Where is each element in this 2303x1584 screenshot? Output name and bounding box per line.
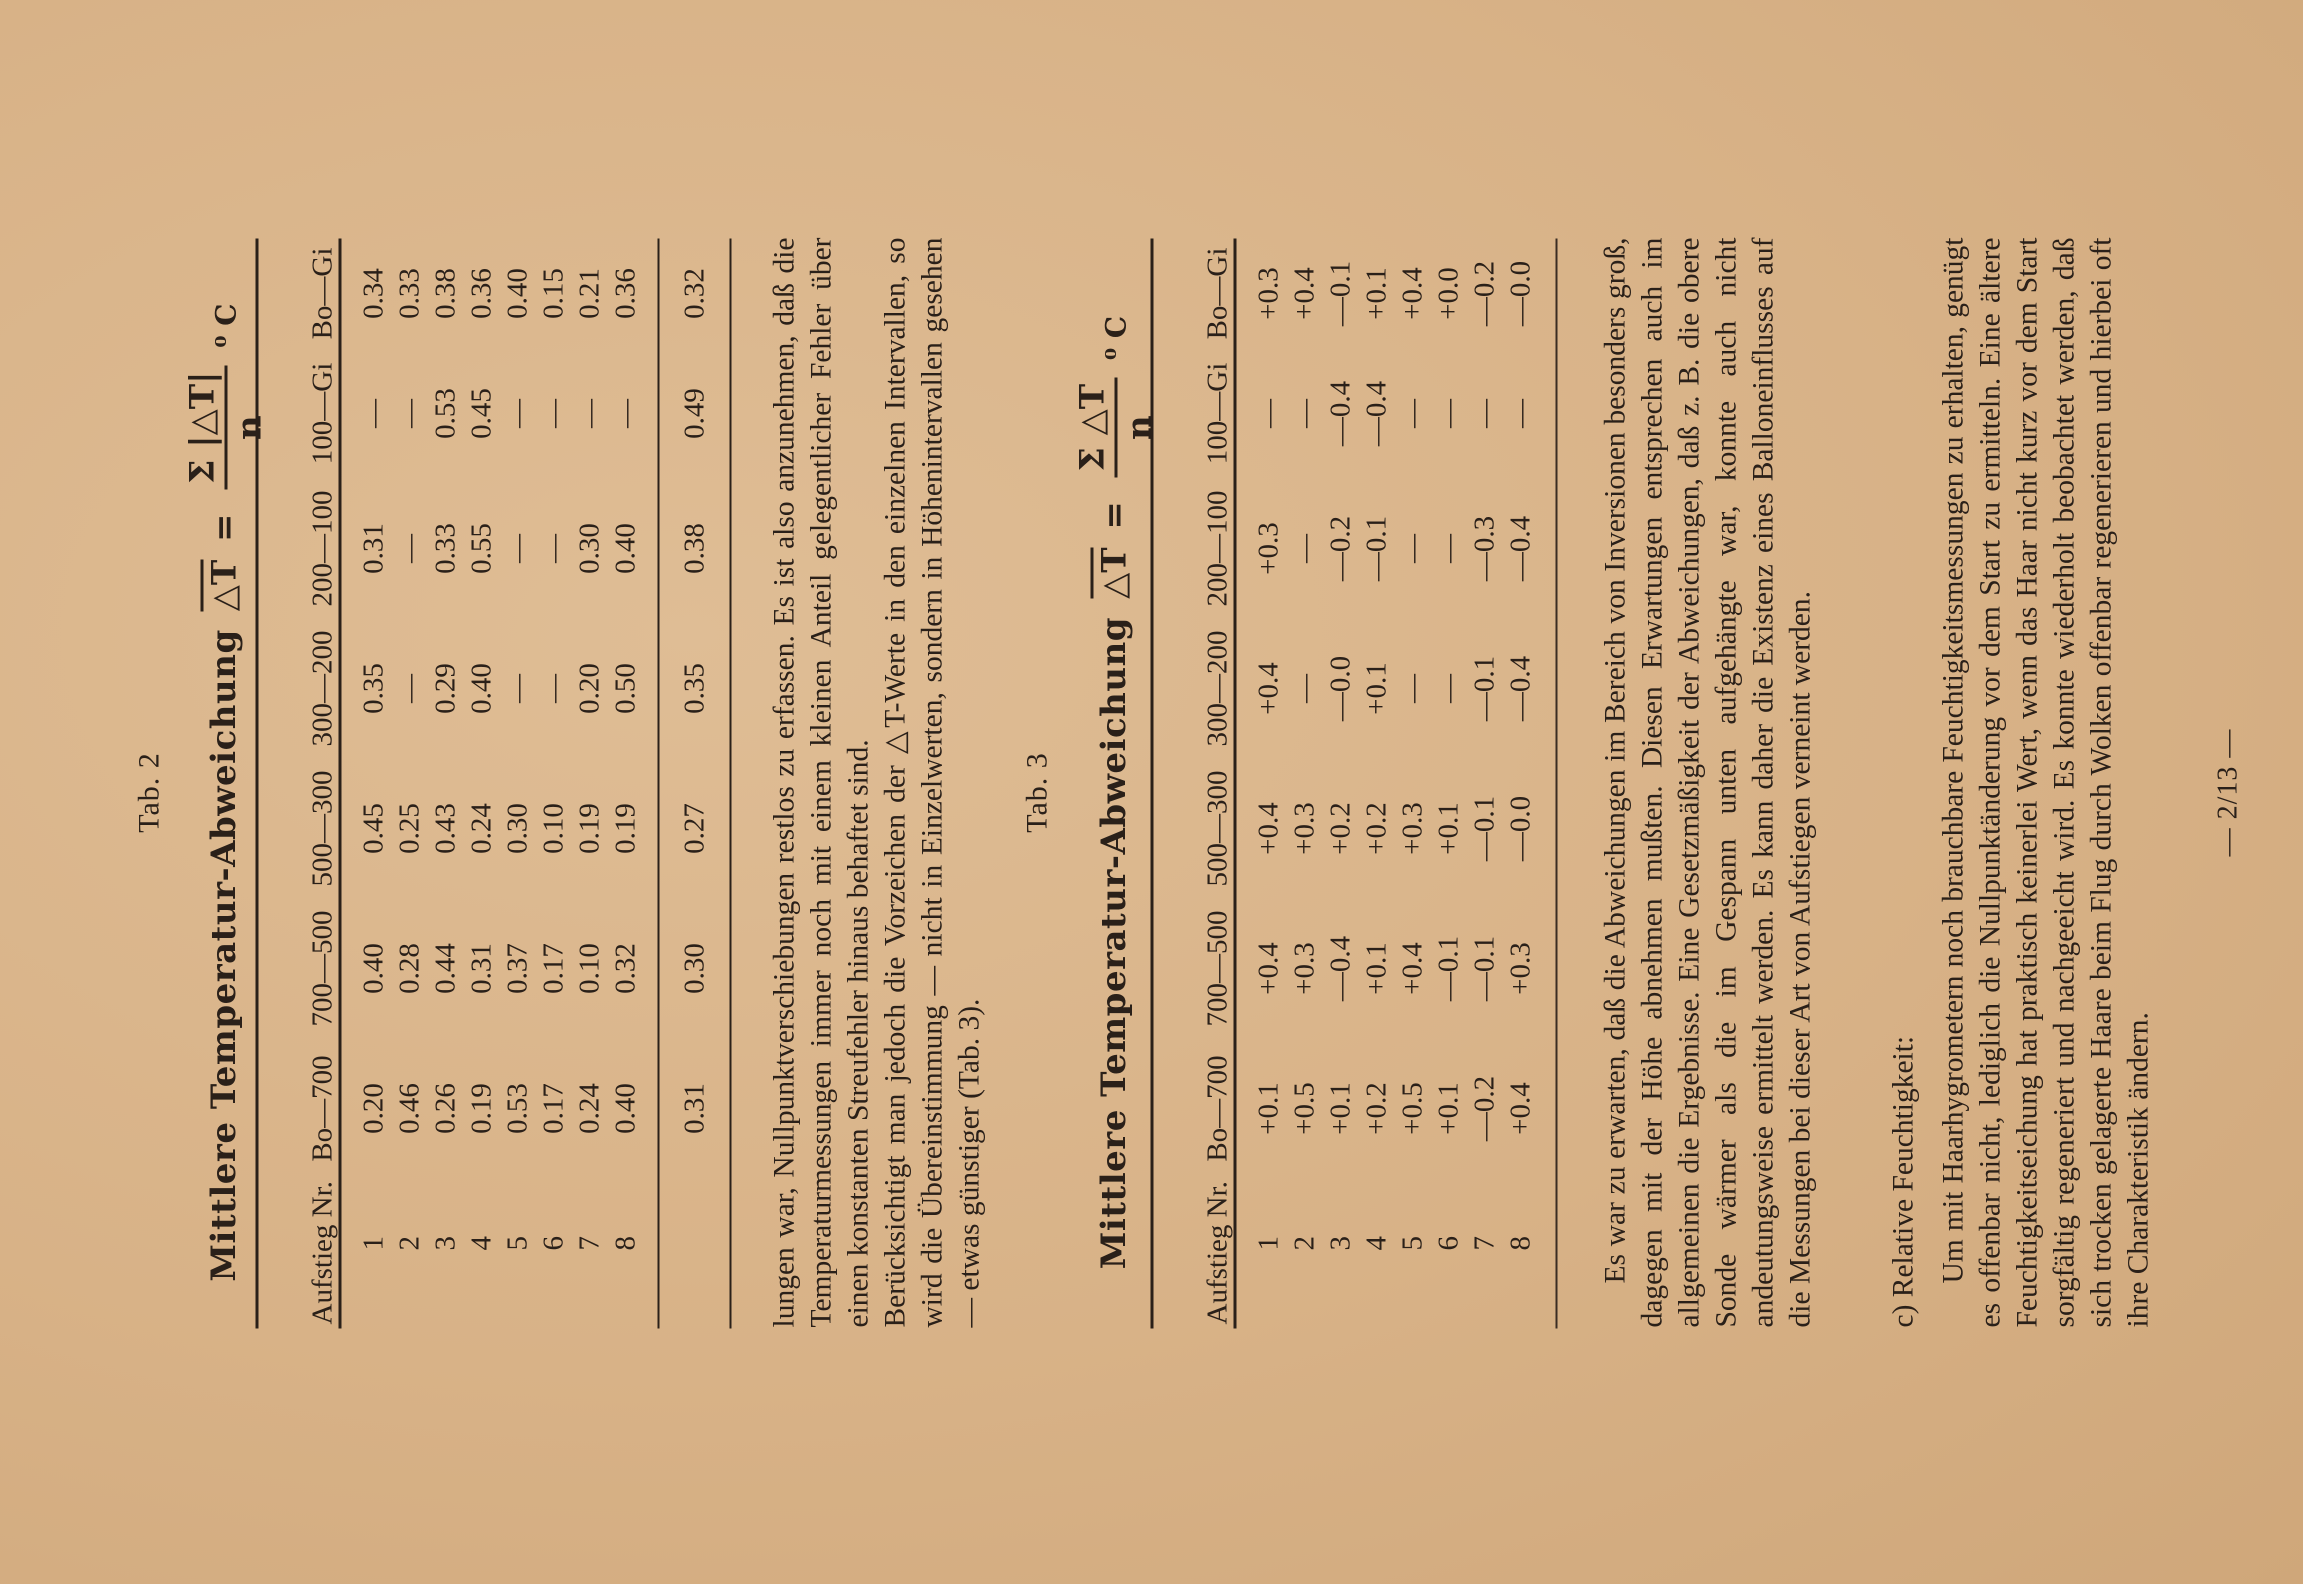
table-cell: — (1431, 533, 1464, 563)
table-row (1358, 238, 1394, 1328)
tab2-header-row (257, 238, 340, 1328)
table-row (427, 238, 463, 1328)
table-cell: +0.5 (1287, 1081, 1320, 1135)
table-cell: +0.4 (1287, 266, 1320, 320)
table-cell: +0.4 (1251, 661, 1284, 715)
table-row (1250, 238, 1286, 1328)
tab2-title: Mittlere Temperatur-Abweichung (203, 628, 244, 1282)
row-number: 8 (608, 1235, 641, 1250)
table-cell: +0.3 (1503, 941, 1536, 995)
table-cell: —0.1 (1467, 935, 1500, 1001)
row-number: 6 (536, 1235, 569, 1250)
row-number: 8 (1503, 1235, 1536, 1250)
table-cell: — (1251, 398, 1284, 428)
table-cell: 0.44 (428, 942, 461, 994)
summary-cell: 0.35 (658, 618, 730, 758)
table-cell: — (1287, 673, 1320, 703)
tab3-header-cell: 500—300 (1152, 758, 1235, 898)
table-cell: — (500, 398, 533, 428)
table-cell: —0.2 (1467, 260, 1500, 326)
table-cell: +0.5 (1395, 1081, 1428, 1135)
row-number: 4 (464, 1235, 497, 1250)
table-cell: —0.4 (1359, 380, 1392, 446)
paragraph-1 (766, 237, 988, 1327)
paragraph-3: Um mit Haarhygrometern noch brauchbare Feuchtigkeitsmessungen zu erhalten, genügt es offenbar nicht, lediglich die Nullpunktänderung vor dem Start zu ermitteln. Eine ältere Feuchtigkeitseichung hat praktisch keinerlei Wert, wenn das Haar nicht kurz vor dem Start sorgfältig regeneriert und nachgeeicht wird. Es konnte wiederholt beobachtet werden, daß sich trocken gelagerte Haare beim Flug durch Wolken offenbar regenerieren und hierbei oft ihre Charakteristik ändern. (1937, 237, 2154, 1327)
table-cell: 0.20 (572, 662, 605, 714)
table-cell: 0.33 (428, 522, 461, 574)
table-cell: 0.34 (356, 267, 389, 319)
table-row (1394, 238, 1430, 1328)
summary-cell (658, 1178, 730, 1328)
table-cell: 0.10 (536, 802, 569, 854)
table-cell: — (356, 398, 389, 428)
tab3-formula-eq: = (1093, 500, 1134, 530)
table-cell: 0.19 (572, 802, 605, 854)
table-row (463, 238, 499, 1328)
table-cell: +0.3 (1251, 521, 1284, 575)
table-cell: — (1395, 673, 1428, 703)
table-cell: —0.4 (1503, 655, 1536, 721)
tab2-formula-denominator: n (229, 414, 269, 440)
table-cell: 0.24 (572, 1082, 605, 1134)
table-cell: 0.53 (428, 387, 461, 439)
table-row (499, 238, 535, 1328)
tab3-title: Mittlere Temperatur-Abweichung (1093, 616, 1134, 1269)
table-cell: 0.40 (356, 942, 389, 994)
tab2-spacer-row (340, 238, 356, 1328)
table-cell: —0.2 (1467, 1075, 1500, 1141)
tab2-header-cell: 700—500 (257, 898, 340, 1038)
table-row (391, 238, 427, 1328)
table-cell: —0.1 (1359, 515, 1392, 581)
tab3-header-cell: 700—500 (1152, 898, 1235, 1038)
table-cell: +0.2 (1359, 1081, 1392, 1135)
summary-cell: 0.38 (658, 478, 730, 618)
tab3-formula-fraction (1072, 377, 1159, 476)
table-cell: — (608, 398, 641, 428)
table-cell: 0.53 (500, 1082, 533, 1134)
row-number: 5 (1395, 1235, 1428, 1250)
table-cell: +0.0 (1431, 266, 1464, 320)
tab2-header-cell: 500—300 (257, 758, 340, 898)
table-cell: 0.20 (356, 1082, 389, 1134)
paragraph-1a: lungen war, Nullpunktverschiebungen restlos zu erfassen. Es ist also anzunehmen, daß die Temperaturmessungen immer noch mit einem kleinen Anteil gelegentlicher Fehler über einen konstanten Streufehler hinaus behaftet sind. (768, 237, 874, 1327)
tab3-header-row (1152, 238, 1235, 1328)
table-row (607, 238, 643, 1328)
table-cell: 0.30 (572, 522, 605, 574)
tab3-formula-lhs: △T (1090, 547, 1134, 598)
table-cell: 0.19 (464, 1082, 497, 1134)
table-cell: — (536, 398, 569, 428)
tab3-header-cell: 100—Gi (1152, 348, 1235, 478)
tab3-caption: Tab. 3 (1020, 751, 1053, 833)
tab3-bottom-rule (1555, 238, 1557, 1328)
table-cell: — (536, 673, 569, 703)
table-cell: 0.40 (464, 662, 497, 714)
table-cell: 0.29 (428, 662, 461, 714)
tab3-header-cell: 200—100 (1152, 478, 1235, 618)
table-cell: +0.4 (1251, 941, 1284, 995)
table-row (1430, 238, 1466, 1328)
table-cell: +0.1 (1431, 1081, 1464, 1135)
tab2-table (255, 238, 731, 1328)
table-cell: —0.4 (1323, 935, 1356, 1001)
table-row (355, 238, 391, 1328)
tab3-header-cell: Bo—700 (1152, 1038, 1235, 1178)
row-number: 7 (1467, 1235, 1500, 1250)
row-number: 1 (356, 1235, 389, 1250)
table-cell: —0.2 (1323, 515, 1356, 581)
table-cell: — (1395, 398, 1428, 428)
table-cell: +0.1 (1359, 661, 1392, 715)
table-cell: — (1431, 673, 1464, 703)
table-cell: 0.50 (608, 662, 641, 714)
table-cell: +0.3 (1287, 941, 1320, 995)
table-cell: — (1467, 398, 1500, 428)
table-cell: 0.17 (536, 942, 569, 994)
row-number: 6 (1431, 1235, 1464, 1250)
table-cell: — (500, 673, 533, 703)
tab2-formula-numerator: Σ |△T| (182, 365, 227, 489)
row-number: 1 (1251, 1235, 1284, 1250)
table-cell: 0.25 (392, 802, 425, 854)
table-cell: —0.4 (1503, 515, 1536, 581)
table-cell: 0.36 (608, 267, 641, 319)
table-row (1466, 238, 1502, 1328)
table-cell: 0.21 (572, 267, 605, 319)
table-cell: +0.4 (1503, 1081, 1536, 1135)
table-cell: 0.15 (536, 267, 569, 319)
summary-cell: 0.49 (658, 348, 730, 478)
table-cell: —0.1 (1467, 655, 1500, 721)
table-cell: +0.3 (1395, 801, 1428, 855)
table-cell: — (572, 398, 605, 428)
tab2-bottom-rule-row (730, 238, 731, 1328)
tab2-caption: Tab. 2 (132, 751, 165, 833)
tab2-header-cell: Aufstieg Nr. (257, 1178, 340, 1328)
tab2-formula-lhs: △T (200, 559, 244, 610)
table-cell: — (1287, 398, 1320, 428)
summary-cell: 0.27 (658, 758, 730, 898)
table-cell: —0.3 (1467, 515, 1500, 581)
tab2-header-cell: 300—200 (257, 618, 340, 758)
table-row (1322, 238, 1358, 1328)
section-heading-relative-humidity: c) Relative Feuchtigkeit: (1887, 1035, 1919, 1327)
table-cell: +0.1 (1323, 1081, 1356, 1135)
table-row (1502, 238, 1538, 1328)
table-cell: — (392, 533, 425, 563)
table-cell: 0.46 (392, 1082, 425, 1134)
page-number: — 2/13 — (2212, 728, 2243, 856)
table-cell: +0.4 (1395, 941, 1428, 995)
table-cell: —0.4 (1323, 380, 1356, 446)
table-cell: 0.45 (356, 802, 389, 854)
table-cell: —0.1 (1467, 795, 1500, 861)
table-cell: +0.2 (1359, 801, 1392, 855)
table-cell: —0.0 (1503, 795, 1536, 861)
table-cell: — (1395, 533, 1428, 563)
table-cell: +0.1 (1251, 1081, 1284, 1135)
row-number: 2 (1287, 1235, 1320, 1250)
table-cell: — (536, 533, 569, 563)
table-cell: +0.1 (1359, 266, 1392, 320)
table-cell: 0.33 (392, 267, 425, 319)
table-row (571, 238, 607, 1328)
table-cell: +0.1 (1359, 941, 1392, 995)
tab2-header-cell: Bo—700 (257, 1038, 340, 1178)
paragraph-2: Es war zu erwarten, daß die Abweichungen im Bereich von Inversionen besonders groß, dagegen mit der Höhe abnehmen mußten. Diesen Erwartungen entsprechen auch im allgemeinen die Ergebnisse. Eine Gesetzmäßigkeit der Abweichungen, daß z. B. die obere Sonde wärmer als die im Gespann unten aufgehängte war, konnte auch nicht andeutungsweise ermittelt werden. Es kann daher die Existenz eines Balloneinflusses auf die Messungen bei dieser Art von Aufstiegen verneint werden. (1599, 237, 1816, 1327)
table-cell: — (1503, 398, 1536, 428)
tab2-summary-row (658, 238, 730, 1328)
table-cell: — (1431, 398, 1464, 428)
paragraph-1b: Berücksichtigt man jedoch die Vorzeichen der △T-Werte in den einzelnen Intervallen, so wird die Übereinstimmung — nicht in Einzelwerten, sondern in Höhenintervallen gesehen — etwas günstiger (Tab. 3). (879, 237, 985, 1327)
table-cell: 0.28 (392, 942, 425, 994)
table-row (1286, 238, 1322, 1328)
tab3-formula (1072, 315, 1159, 599)
table-cell: +0.1 (1431, 801, 1464, 855)
tab3-title-row (1072, 0, 1159, 1584)
tab2-spacer-row (643, 238, 658, 1328)
table-row (535, 238, 571, 1328)
summary-cell: 0.32 (658, 238, 730, 348)
tab3-table (1150, 238, 1538, 1328)
table-cell: 0.38 (428, 267, 461, 319)
table-cell: 0.36 (464, 267, 497, 319)
tab2-header-cell: Bo—Gi (257, 238, 340, 348)
table-cell: 0.45 (464, 387, 497, 439)
table-cell: 0.37 (500, 942, 533, 994)
table-cell: —0.0 (1503, 260, 1536, 326)
table-cell: —0.1 (1323, 260, 1356, 326)
table-cell: 0.17 (536, 1082, 569, 1134)
table-cell: +0.4 (1251, 801, 1284, 855)
tab2-formula-eq: = (203, 512, 244, 542)
tab3-formula-numerator: Σ △T (1072, 377, 1117, 476)
row-number: 2 (392, 1235, 425, 1250)
table-cell: 0.31 (464, 942, 497, 994)
summary-cell: 0.30 (658, 898, 730, 1038)
table-cell: +0.4 (1395, 266, 1428, 320)
row-number: 7 (572, 1235, 605, 1250)
table-cell: 0.35 (356, 662, 389, 714)
table-cell: 0.19 (608, 802, 641, 854)
row-number: 5 (500, 1235, 533, 1250)
table-cell: 0.40 (608, 1082, 641, 1134)
table-cell: 0.40 (500, 267, 533, 319)
tab3-header-cell: 300—200 (1152, 618, 1235, 758)
table-cell: +0.2 (1323, 801, 1356, 855)
table-cell: 0.40 (608, 522, 641, 574)
table-cell: —0.0 (1323, 655, 1356, 721)
row-number: 4 (1359, 1235, 1392, 1250)
tab2-formula (182, 302, 269, 611)
table-cell: 0.30 (500, 802, 533, 854)
table-cell: +0.3 (1287, 801, 1320, 855)
row-number: 3 (428, 1235, 461, 1250)
tab3-header-cell: Bo—Gi (1152, 238, 1235, 348)
table-cell: 0.26 (428, 1082, 461, 1134)
table-cell: +0.3 (1251, 266, 1284, 320)
table-cell: — (1287, 533, 1320, 563)
table-cell: 0.10 (572, 942, 605, 994)
tab3-spacer-row (1235, 238, 1251, 1328)
row-number: 3 (1323, 1235, 1356, 1250)
tab3-formula-unit: ⁰ C (1098, 315, 1132, 360)
summary-cell: 0.31 (658, 1038, 730, 1178)
table-cell: — (392, 398, 425, 428)
tab2-header-cell: 200—100 (257, 478, 340, 618)
table-cell: 0.55 (464, 522, 497, 574)
tab2-header-cell: 100—Gi (257, 348, 340, 478)
table-cell: 0.32 (608, 942, 641, 994)
tab3-formula-denominator: n (1119, 414, 1159, 440)
tab3-header-cell: Aufstieg Nr. (1152, 1178, 1235, 1328)
tab2-formula-unit: ⁰ C (208, 302, 242, 348)
table-cell: — (392, 673, 425, 703)
table-cell: —0.1 (1431, 935, 1464, 1001)
table-cell: — (500, 533, 533, 563)
table-cell: 0.43 (428, 802, 461, 854)
table-cell: 0.24 (464, 802, 497, 854)
table-cell: 0.31 (356, 522, 389, 574)
